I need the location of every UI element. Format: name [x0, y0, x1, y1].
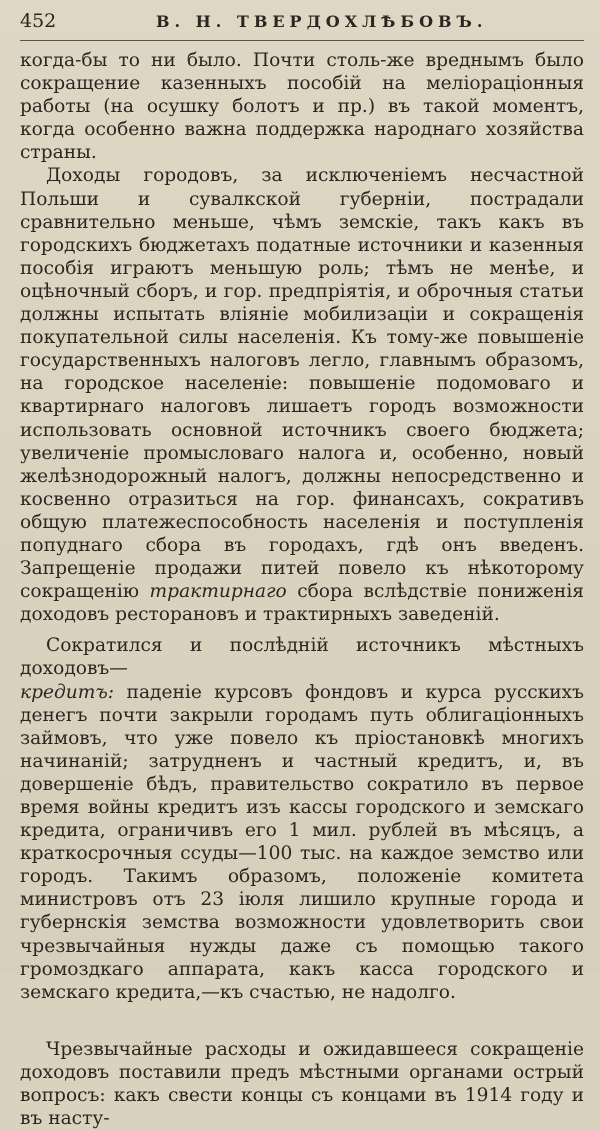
body-text	[20, 49, 584, 1130]
emphasis-text: трактирнаго	[149, 581, 287, 603]
page-number: 452	[20, 10, 57, 32]
emphasis-text: кредитъ:	[20, 681, 115, 703]
paragraph-credit	[20, 634, 584, 1004]
paragraph-text: паденіе курсовъ фондовъ и курса русскихъ денегъ почти закрыли городамъ путь облигаціонныхъ займовъ, что уже повело къ пріостановкѣ многихъ начинаній; затрудненъ и частный кредитъ, и, въ довершеніе бѣдъ, правительство сократило въ первое время войны кредитъ изъ кассы городского и земскаго кредита, ограничивъ его 1 мил. рублей въ мѣсяцъ, а краткосрочныя ссуды—100 тыс. на каждое земство или городъ. Такимъ образомъ, положеніе комитета министровъ отъ 23 іюля лишило крупные города и губернскія земства возможности удовлетворить свои чрезвычайныя нужды даже съ помощью такого громоздкаго аппарата, какъ касса городского и земскаго кредита,—къ счастью, не надолго.	[20, 681, 584, 1003]
running-head: В. Н. ТВЕРДОХЛѢБОВЪ.	[156, 12, 488, 31]
page-header	[20, 10, 584, 41]
paragraph-gap	[20, 626, 584, 634]
section-gap	[20, 1004, 584, 1038]
paragraph-extraordinary-expenses: Чрезвычайные расходы и ожидавшееся сокращеніе доходовъ поставили предъ мѣстными органами острый вопросъ: какъ свести концы съ концами въ 1914 году и въ насту-	[20, 1038, 584, 1130]
paragraph-text: Доходы городовъ, за исключеніемъ несчастной Польши и сувалкской губерніи, пострадали сравнительно меньше, чѣмъ земскіе, такъ какъ въ городскихъ бюджетахъ податные источники и казенныя пособія играютъ меньшую роль; тѣмъ не менѣе, и оцѣночный сборъ, и гор. предпріятія, и оброчныя статьи должны испытать вліяніе мобилизаціи и сокращенія покупательной силы населенія. Къ тому-же повышеніе государственныхъ налоговъ легло, главнымъ образомъ, на городское населеніе: повышеніе подомоваго и квартирнаго налоговъ лишаетъ городъ возможности использовать основной источникъ своего бюджета; увеличеніе промысловаго налога и, особенно, новый желѣзнодорожный налогъ, должны непосредственно и косвенно отразиться на гор. финансахъ, сокративъ общую платежеспособность населенія и поступленія попуднаго сбора въ городахъ, гдѣ онъ введенъ. Запрещеніе продажи питей повело къ нѣкоторому сокращенію	[20, 165, 584, 603]
paragraph-text: сбора вслѣдствіе пониженія доходовъ ресторановъ и трактирныхъ заведеній.	[20, 581, 584, 626]
paragraph-city-revenues	[20, 164, 584, 626]
paragraph-text: Сократился и послѣдній источникъ мѣстныхъ доходовъ—	[20, 635, 584, 680]
paragraph-continuation: когда-бы то ни было. Почти столь-же вреднымъ было сокращение казенныхъ пособій на меліораціонныя работы (на осушку болотъ и пр.) въ такой моментъ, когда особенно важна поддержка народнаго хозяйства страны.	[20, 50, 584, 164]
